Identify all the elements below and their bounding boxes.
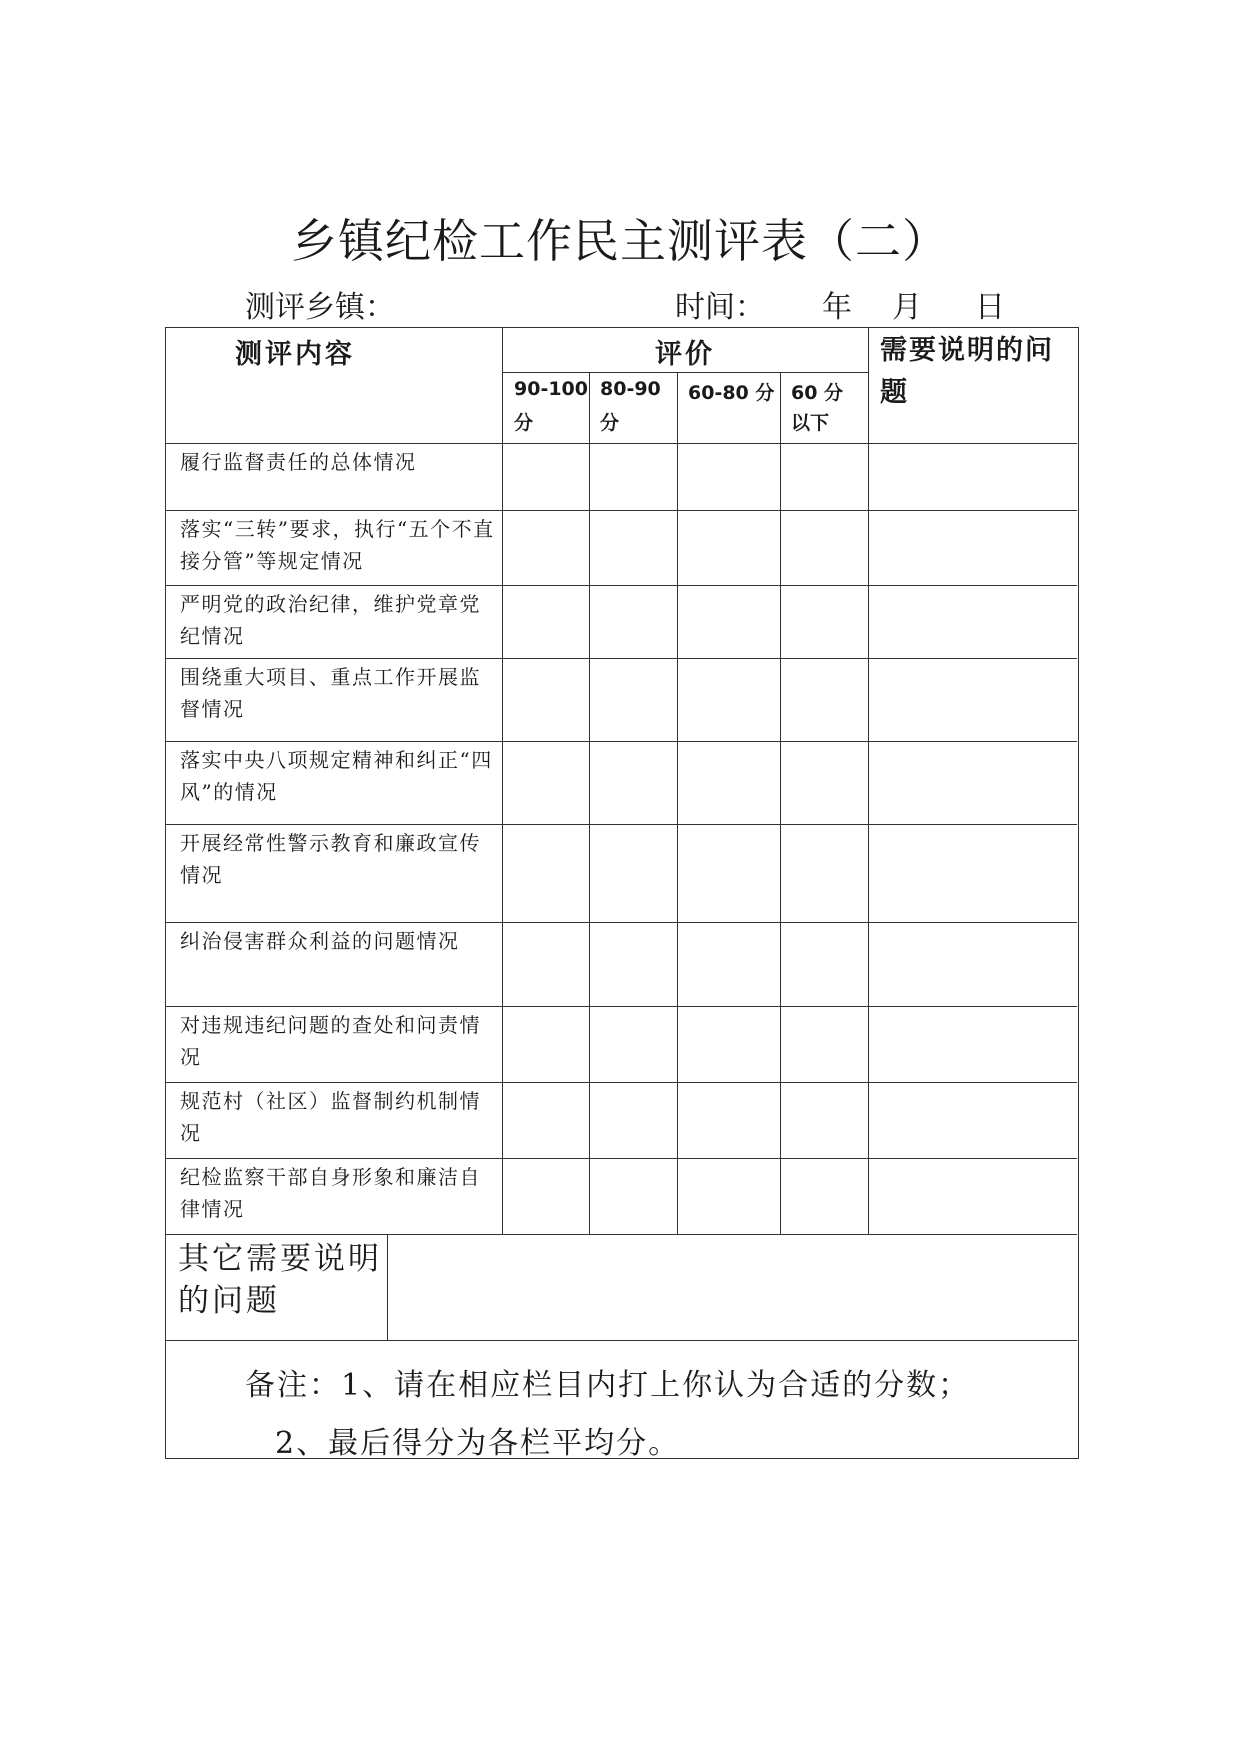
header-content: 测评内容	[235, 339, 355, 370]
time-label: 时间：	[675, 290, 765, 325]
row-label: 开展经常性警示教育和廉政宣传情况	[180, 831, 481, 887]
grade-80-90-unit: 分	[600, 412, 620, 434]
grid-line	[502, 372, 868, 373]
grid-line	[165, 1006, 1077, 1007]
grid-line	[165, 1158, 1077, 1159]
year-label: 年	[822, 290, 852, 325]
row-label: 对违规违纪问题的查处和问责情况	[180, 1013, 481, 1069]
grid-line	[165, 658, 1077, 659]
grade-90-100: 90-100	[514, 378, 588, 400]
row-label: 纠治侵害群众利益的问题情况	[180, 929, 460, 953]
day-label: 日	[975, 290, 1005, 325]
town-label: 测评乡镇：	[245, 290, 395, 325]
grid-line	[589, 372, 590, 1234]
grid-line	[165, 1234, 1077, 1235]
row-label: 履行监督责任的总体情况	[180, 450, 417, 474]
row-label: 落实“三转”要求，执行“五个不直接分管”等规定情况	[180, 517, 495, 573]
grid-line	[780, 372, 781, 1234]
row-label: 纪检监察干部自身形象和廉洁自律情况	[180, 1165, 481, 1221]
grade-below-60-unit: 以下	[791, 412, 830, 434]
grid-line	[165, 443, 1077, 444]
grid-line	[165, 824, 1077, 825]
grade-90-100-unit: 分	[514, 412, 534, 434]
grade-80-90: 80-90	[600, 378, 661, 400]
row-label: 落实中央八项规定精神和纠正“四风”的情况	[180, 748, 493, 804]
grid-line	[387, 1234, 388, 1340]
other-issues-field[interactable]	[389, 1236, 1075, 1339]
remark-line-1: 备注：1、请在相应栏目内打上你认为合适的分数；	[245, 1368, 971, 1403]
header-notes: 需要说明的问题	[880, 335, 1054, 408]
grid-line	[165, 922, 1077, 923]
grid-line	[868, 327, 869, 1234]
month-label: 月	[892, 290, 922, 325]
grid-line	[677, 372, 678, 1234]
page-title: 乡镇纪检工作民主测评表（二）	[291, 214, 949, 268]
row-label: 围绕重大项目、重点工作开展监督情况	[180, 665, 481, 721]
other-issues-label: 其它需要说明的问题	[178, 1241, 382, 1319]
grid-line	[165, 1082, 1077, 1083]
row-label: 规范村（社区）监督制约机制情况	[180, 1089, 481, 1145]
grade-60-80: 60-80 分	[688, 382, 775, 404]
row-label: 严明党的政治纪律，维护党章党纪情况	[180, 592, 481, 648]
grid-line	[165, 1340, 1077, 1341]
score-cell[interactable]	[503, 444, 588, 509]
header-evaluation: 评价	[655, 339, 715, 370]
grid-line	[165, 741, 1077, 742]
grade-below-60: 60 分	[791, 382, 844, 404]
grid-line	[165, 510, 1077, 511]
remark-line-2: 2、最后得分为各栏平均分。	[275, 1426, 681, 1461]
grid-line	[165, 585, 1077, 586]
